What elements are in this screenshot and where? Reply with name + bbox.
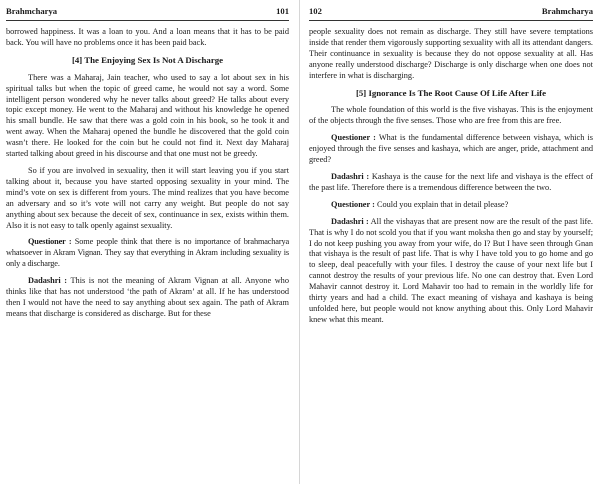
section-heading: [4] The Enjoying Sex Is Not A Discharge [71, 54, 224, 65]
dialogue-text: Kashaya is the cause for the next life and vishaya is the effect of the past life. Therefore there is a tremendous difference between the two. [309, 171, 593, 192]
dialogue-paragraph [309, 200, 593, 211]
right-header-title: Brahmcharya [541, 6, 593, 16]
right-page [299, 0, 599, 484]
paragraph: borrowed happiness. It was a loan to you. And a loan means that it has to be paid back. You will have no problems once it has been paid back. [6, 27, 289, 47]
dialogue-paragraph [6, 237, 289, 270]
right-page-header [309, 0, 593, 21]
dialogue-text: What is the fundamental difference between vishaya, which is enjoyed through the five senses and kashaya, which are anger, pride, attachment and greed? [309, 133, 593, 165]
left-header-title: Brahmcharya [6, 6, 58, 16]
paragraph: So if you are involved in sexuality, then it will start leaving you if you start talking about it, because you have started opposing sexuality in your mind. The mind’s vote on sex is different from yours. The mind realizes that you have become an adversary and so it’s vote will not carry any weight. But people do not say anything about sex because the deceit of sex, continuance in sex, exists within them. Also it is not easy to talk openly against sexuality. [6, 165, 289, 230]
right-page-number: 102 [309, 6, 322, 16]
dialogue-text: Could you explain that in detail please? [376, 199, 509, 209]
left-page-body [6, 21, 289, 320]
dialogue-text: All the vishayas that are present now are the result of the past life. That is why I do not scold you that if you want moksha then go and stay by yourself; I do not keep pushing you away from your wife, do I? But I have seen through Gnan that vishaya is the result of past life. That is why I have told you to go home and go to sleep, deal peacefully with your files. I destroy the cause of your next life but I cannot destroy the results of your previous life. No one can destroy that. Even Lord Mahavir cannot destroy it. Lord Mahavir too had to remain in the worldly life for thirty years and had a child. The exact meaning of vishaya and kashaya is being unfolded here, but people would not know anything about this. Only Lord Mahavir knew what this meant. [309, 216, 593, 324]
paragraph: people sexuality does not remain as discharge. They still have severe temptations inside that render them vigorously supporting sexuality with all its attendant dangers. Their continuance in sexuality is because they do not oppose sexuality at all. Has anyone really understood discharge? Discharge is only discharge when one does not interfere in what is discharging. [309, 27, 593, 80]
speaker-label: Dadashri : [331, 171, 370, 181]
paragraph: The whole foundation of this world is the five vishayas. This is the enjoyment of the objects through the five senses. Those who are free from this are free. [309, 105, 593, 126]
speaker-label: Questioner : [331, 199, 375, 209]
dialogue-text: Some people think that there is no importance of brahmacharya whatsoever in Akram Vignan. They say that everything in Akram including sexuality is only a discharge. [6, 237, 289, 269]
right-page-body [309, 21, 593, 326]
dialogue-paragraph [6, 276, 289, 320]
left-page-header [6, 0, 289, 21]
left-page-number: 101 [276, 6, 289, 16]
left-page [0, 0, 299, 484]
dialogue-paragraph [309, 217, 593, 326]
dialogue-text: This is not the meaning of Akram Vignan at all. Anyone who thinks like that has not understood ‘the path of Akram’ at all. If he has understood then I would not have the need to say anything about sex again. The path of Akram means that discharge is considered as discharge. But for these [6, 276, 289, 318]
speaker-label: Questioner : [331, 133, 376, 143]
section-heading: [5] Ignorance Is The Root Cause Of Life After Life [355, 87, 546, 98]
speaker-label: Dadashri : [331, 216, 369, 226]
speaker-label: Dadashri : [28, 276, 68, 286]
dialogue-paragraph [309, 133, 593, 166]
paragraph: There was a Maharaj, Jain teacher, who used to say a lot about sex in his spiritual talks but when the topic of greed came, he would not say a word. Some intelligent person wondered why he never talks about greed? He talks about every topic except money. He went to the Maharaj and without his knowledge he opened his small bundle. He saw that there was a gold coin in his book, so he took it and went away. When the Maharaj opened the bundle he discovered that the gold coin wasn’t there. He looked for the coin but he could not find it. Next day Maharaj started talking about greed in his discourse and that one must not be greedy. [6, 72, 289, 159]
speaker-label: Questioner : [28, 237, 72, 247]
dialogue-paragraph [309, 172, 593, 194]
